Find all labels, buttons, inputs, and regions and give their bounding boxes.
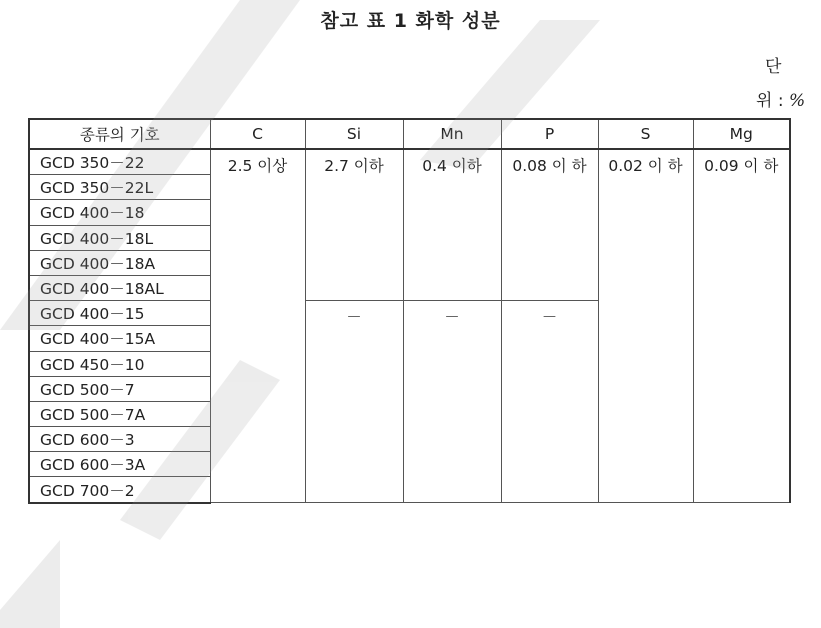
grade-symbol: GCD 350－22 [29,149,210,175]
s-value: 0.02 이 하 [598,149,693,503]
grade-symbol: GCD 450－10 [29,351,210,376]
grade-symbol: GCD 600－3 [29,427,210,452]
unit-label-line1: 단 [765,57,782,77]
grade-symbol: GCD 400－15A [29,326,210,351]
watermark-stroke [0,540,60,628]
table-row [29,149,790,175]
p-value: 0.08 이 하 [501,149,598,301]
grade-symbol: GCD 500－7 [29,376,210,401]
header-c: C [210,119,305,149]
grade-symbol: GCD 600－3A [29,452,210,477]
si-dash: － [305,301,403,503]
header-symbol: 종류의 기호 [29,119,210,149]
c-value: 2.5 이상 [210,149,305,503]
si-value: 2.7 이하 [305,149,403,301]
header-mg: Mg [693,119,790,149]
grade-symbol: GCD 350－22L [29,175,210,200]
header-mn: Mn [403,119,501,149]
unit-percent-symbol: % [788,91,806,111]
header-p: P [501,119,598,149]
grade-symbol: GCD 400－18 [29,200,210,225]
chemical-composition-table [28,118,791,504]
grade-symbol: GCD 700－2 [29,477,210,503]
grade-symbol: GCD 400－18AL [29,275,210,300]
grade-symbol: GCD 500－7A [29,401,210,426]
grade-symbol: GCD 400－15 [29,301,210,326]
grade-symbol: GCD 400－18A [29,250,210,275]
mn-value: 0.4 이하 [403,149,501,301]
unit-label-prefix: 위 : [756,91,789,111]
grade-symbol: GCD 400－18L [29,225,210,250]
mg-value: 0.09 이 하 [693,149,790,503]
header-s: S [598,119,693,149]
table-title: 참고 표 1 화학 성분 [320,10,501,32]
mn-dash: － [403,301,501,503]
header-si: Si [305,119,403,149]
header-row [29,119,790,149]
p-dash: － [501,301,598,503]
unit-label-line2 [756,86,805,111]
